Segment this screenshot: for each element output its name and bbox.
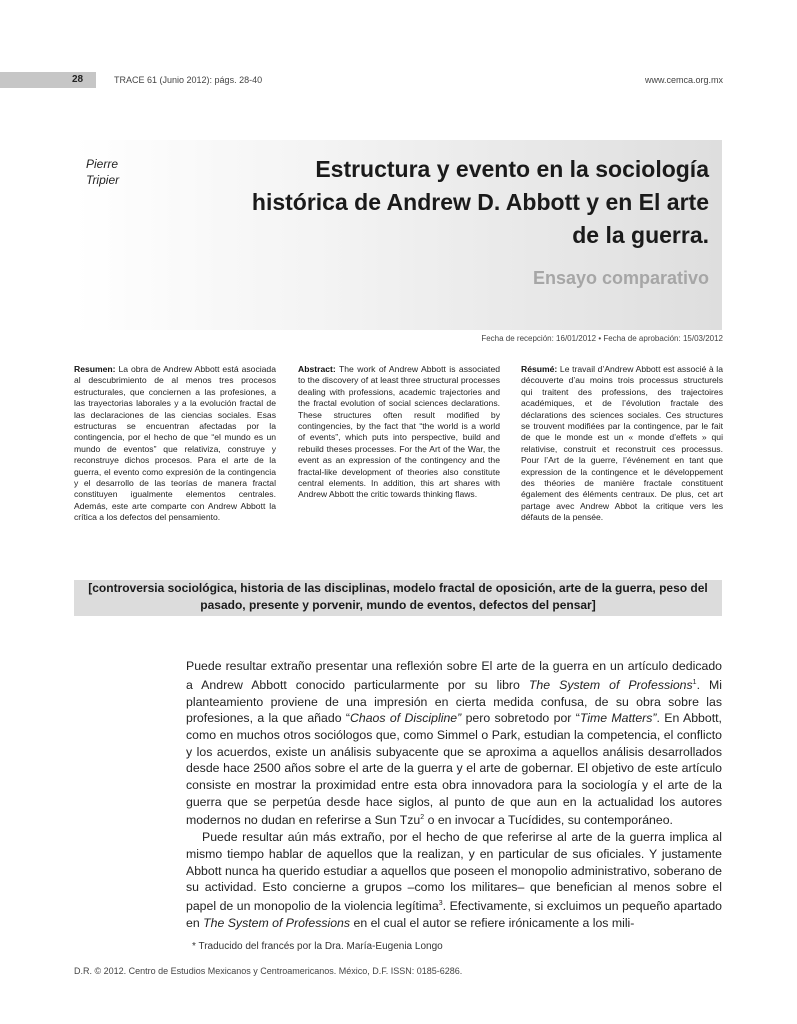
- website-link[interactable]: www.cemca.org.mx: [644, 75, 723, 85]
- abstract-text: La obra de Andrew Abbott está asociada al descubrimiento de al menos tres procesos estructurales, que conciernen a las profesiones, a las trayectorias laborales y a la evolución fractal de las declaraciones de las ciencias sociales. Esas estructuras se encuentran afectadas por la contingencia, por el hecho de que “el mundo es un mundo de eventos” que relativiza, construye y reconstruye dichos procesos. Para el arte de la guerra, el evento como expresión de la contingencia y el desarrollo de las teorías de manera fractal constituyen igualmente elementos centrales. Además, este arte comparte con Andrew Abbott la crítica a los defectos del pensamiento.: [74, 364, 276, 523]
- body-paragraph: Puede resultar aún más extraño, por el hecho de que referirse al arte de la guerra implica al mismo tiempo hablar de aquellos que la realizan, y en particular de sus oficiales. Y justamente Abbott nunca ha querido estudiar a aquellos que poseen el monopolio administrativo, soberano de su actividad. Esto concierne a grupos –como los militares– que benefician al menos sobre el papel de un monopolio de la violencia legítima$^3$. Efectivamente, si excluimos un pequeño apartado en The System of Professions en el cual el autor se refiere irónicamente a los mili-: [186, 830, 722, 930]
- copyright-notice: D.R. © 2012. Centro de Estudios Mexicanos y Centroamericanos. México, D.F. ISSN: 0185-6286.: [74, 966, 463, 976]
- book-title: The System of Professions: [203, 915, 351, 930]
- footnote-ref[interactable]: 3: [438, 900, 443, 908]
- journal-citation: TRACE 61 (Junio 2012): págs. 28-40: [114, 75, 263, 85]
- abstract-text: Le travail d’Andrew Abbott est associé à la découverte d’au moins trois processus structurels qui traitent des professions, des trajectoires académiques, et de l’évolution fractale des déclarations des sciences sociales. Ces structures se trouvent modifiées par la contingence, par le fait de que le monde est un « monde d’effets » qui relativise, construit et reconstruit ces processus. Pour l’Art de la guerre, l’événement en tant que expression de la contingence et le développement des théories de manière fractale constituent également des éléments centraux. De plus, cet art partage avec Andrew Abbot la critique vers les défauts de la pensée.: [521, 364, 723, 523]
- author-name: [86, 156, 119, 188]
- footnote-ref[interactable]: 2: [420, 814, 425, 822]
- author-first-name: Pierre: [86, 157, 119, 171]
- article-body: [186, 658, 722, 932]
- abstract-english: [298, 364, 500, 501]
- footnote-ref[interactable]: 1: [692, 678, 697, 686]
- abstract-french: [521, 364, 723, 524]
- page-number: 28: [72, 74, 84, 85]
- body-paragraph: Puede resultar extraño presentar una reflexión sobre El arte de la guerra en un artículo dedicado a Andrew Abbott conocido particularmente por su libro The System of Professions$^1$. Mi planteamiento proviene de una impresión en cierta medida confusa, de su obra sobre las profesiones, a la que añado “Chaos of Discipline” pero sobretodo por “Time Matters”. En Abbott, como en muchos otros sociólogos que, como Simmel o Park, estudian la competencia, el conflicto y los acuerdos, existe un análisis subyacente que se aproxima a aquellos análisis desarrollados desde hace 2500 años sobre el arte de la guerra y el arte de gobernar. El objetivo de este artículo consiste en mostrar la proximidad entre esta obra innovadora para la sociología y el arte de la guerra que se perpetúa desde hace siglos, al punto de que aun en la actualidad los autores modernos no dudan en referirse a Sun Tzu$^2$ o en invocar a Tucídides, su contemporáneo.: [186, 659, 722, 828]
- abstract-spanish: [74, 364, 276, 524]
- book-title: Time Matters”: [579, 711, 657, 726]
- author-last-name: Tripier: [86, 173, 120, 187]
- article-subtitle: Ensayo comparativo: [532, 268, 709, 288]
- abstract-text: The work of Andrew Abbott is associated to the discovery of at least three structural processes dealing with professions, academic trajectories and the fractal evolution of social sciences declarations. These structures often result modified by contingencies, by the fact that “the world is a world of events”, which puts into perspective, build and rebuild theses processes. For the Art of the War, the event as an expression of the contingency and the fractal-like development of theories also constitute central elements. In addition, this art shares with Andrew Abbott the critic towards thinking flaws.: [298, 364, 501, 500]
- translation-footnote: * Traducido del francés por la Dra. María-Eugenia Longo: [192, 941, 443, 952]
- article-title: Estructura y evento en la sociología histórica de Andrew D. Abbott y en El arte de la guerra.: [251, 156, 709, 248]
- abstract-label: Résumé:: [521, 364, 558, 374]
- keywords-box: [controversia sociológica, historia de las disciplinas, modelo fractal de oposición, arte de la guerra, peso del pasado, presente y porvenir, mundo de eventos, defectos del pensar]: [74, 580, 722, 616]
- reception-dates: Fecha de recepción: 16/01/2012 • Fecha de aprobación: 15/03/2012: [481, 334, 723, 343]
- book-title: The System of Professions: [528, 677, 693, 692]
- book-title: Chaos of Discipline”: [350, 711, 462, 726]
- abstract-label: Resumen:: [74, 364, 116, 374]
- abstract-label: Abstract:: [298, 364, 336, 374]
